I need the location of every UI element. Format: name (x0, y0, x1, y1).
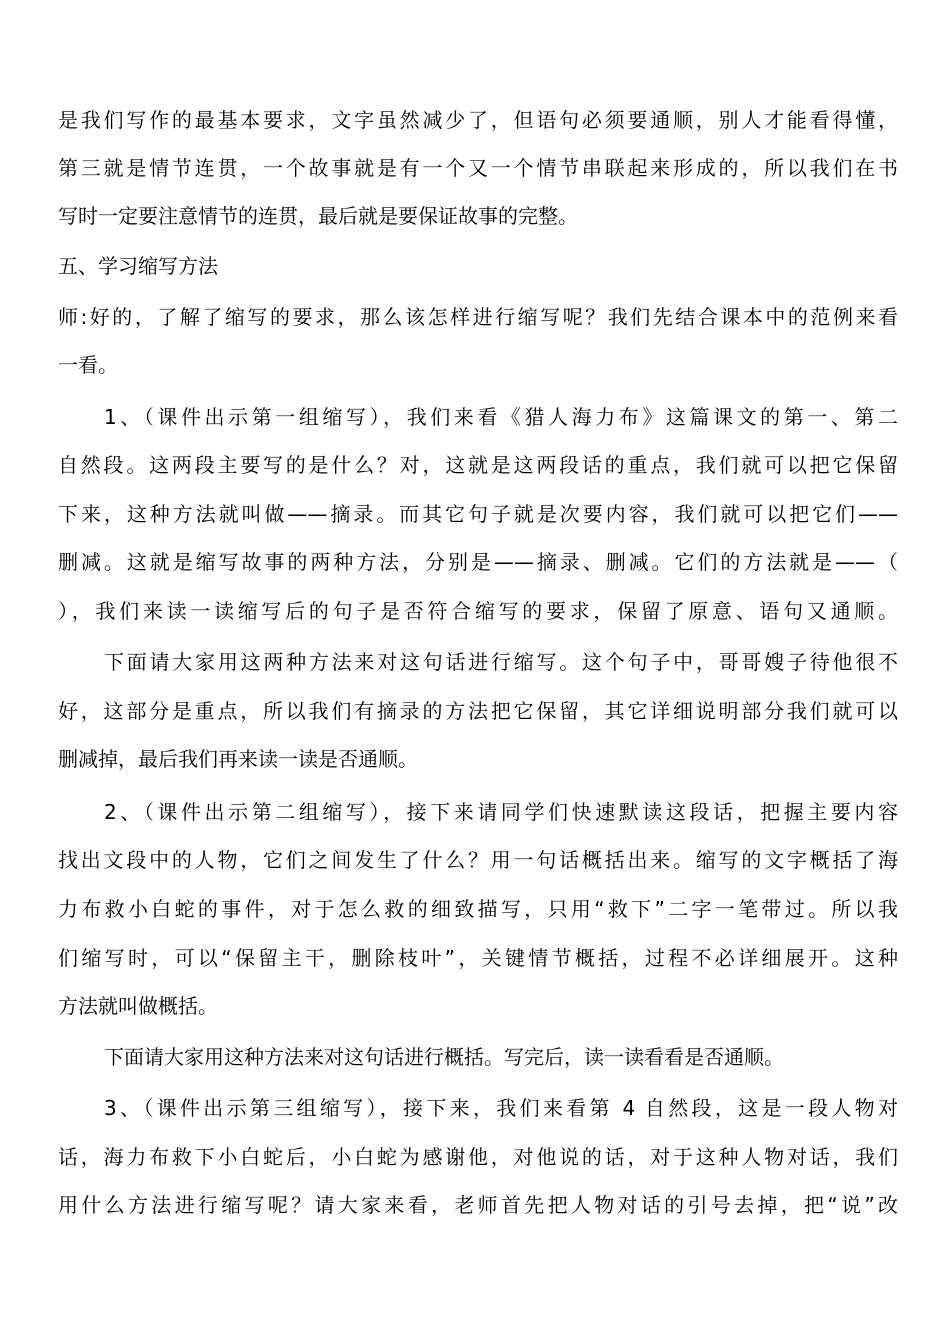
text-line: 用什么方法进行缩写呢？请大家来看，老师首先把人物对话的引号去掉，把“说”改 (58, 1193, 898, 1217)
text-line: 自然段。这两段主要写的是什么？对，这就是这两段话的重点，我们就可以把它保留 (58, 453, 898, 477)
text-line: 话，海力布救下小白蛇后，小白蛇为感谢他，对他说的话，对于这种人物对话，我们 (58, 1145, 898, 1169)
text-line: 力布救小白蛇的事件，对于怎么救的细致描写，只用“救下”二字一笔带过。所以我 (58, 897, 898, 921)
text-line: 2、（课件出示第二组缩写），接下来请同学们快速默读这段话，把握主要内容 (104, 800, 898, 824)
text-line: 找出文段中的人物，它们之间发生了什么？用一句话概括出来。缩写的文字概括了海 (58, 848, 898, 872)
text-line: 下来，这种方法就叫做——摘录。而其它句子就是次要内容，我们就可以把它们—— (58, 502, 898, 526)
text-line: ），我们来读一读缩写后的句子是否符合缩写的要求，保留了原意、语句又通顺。 (58, 599, 898, 623)
text-line: 写时一定要注意情节的连贯，最后就是要保证故事的完整。 (58, 204, 578, 228)
text-line: 下面请大家用这两种方法来对这句话进行缩写。这个句子中，哥哥嫂子待他很不 (104, 650, 898, 674)
text-line: 下面请大家用这种方法来对这句话进行概括。写完后，读一读看看是否通顺。 (104, 1045, 784, 1069)
text-line: 方法就叫做概括。 (58, 994, 218, 1018)
text-line: 3、（课件出示第三组缩写），接下来，我们来看第 4 自然段，这是一段人物对 (104, 1096, 898, 1120)
text-line: 们缩写时，可以“保留主干，删除枝叶”，关键情节概括，过程不必详细展开。这种 (58, 946, 898, 970)
text-line: 删减。这就是缩写故事的两种方法，分别是——摘录、删减。它们的方法就是——（ (58, 550, 898, 574)
text-line: 好，这部分是重点，所以我们有摘录的方法把它保留，其它详细说明部分我们就可以 (58, 699, 898, 723)
text-line: 师:好的，了解了缩写的要求，那么该怎样进行缩写呢？我们先结合课本中的范例来看 (58, 305, 898, 329)
text-line: 1、（课件出示第一组缩写），我们来看《猎人海力布》这篇课文的第一、第二 (104, 405, 898, 429)
text-line: 第三就是情节连贯，一个故事就是有一个又一个情节串联起来形成的，所以我们在书 (58, 156, 898, 180)
text-line: 一看。 (58, 353, 118, 377)
text-line: 是我们写作的最基本要求，文字虽然减少了，但语句必须要通顺，别人才能看得懂， (58, 108, 898, 132)
text-line: 删减掉，最后我们再来读一读是否通顺。 (58, 747, 418, 771)
section-heading: 五、学习缩写方法 (58, 254, 218, 278)
